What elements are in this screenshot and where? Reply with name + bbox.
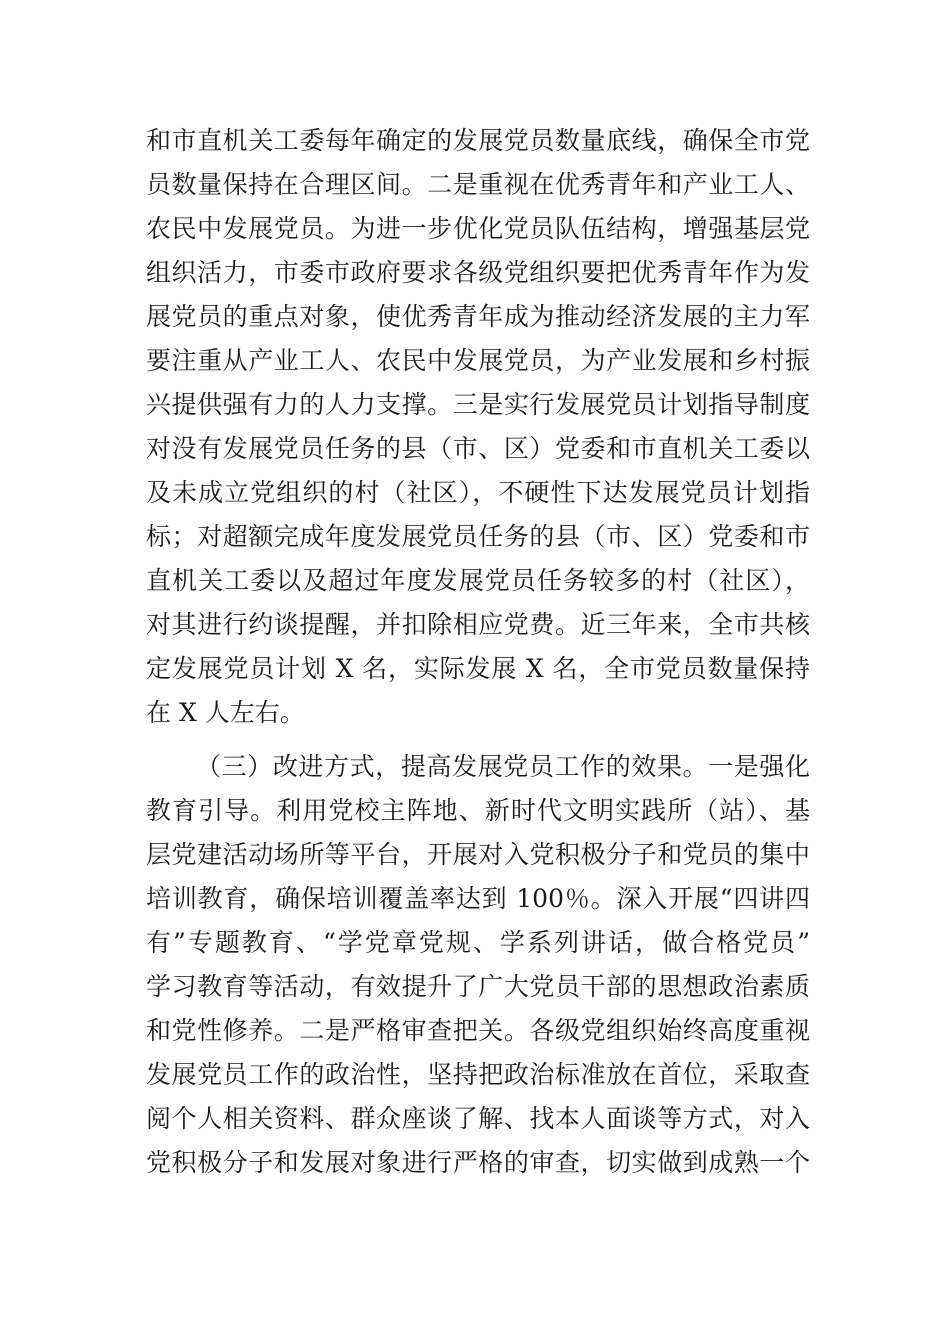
section-heading-line: （三）改进方式，提高发展党员工作的效果。一是强化	[196, 752, 810, 781]
text-line: 对没有发展党员任务的县（市、区）党委和市直机关工委以	[146, 434, 810, 463]
text-line: 直机关工委以及超过年度发展党员任务较多的村（社区），	[146, 566, 810, 595]
text-line: 在 X 人左右。	[146, 698, 305, 727]
text-line: 发展党员工作的政治性，坚持把政治标准放在首位，采取查	[146, 1060, 810, 1089]
text-line: 定发展党员计划 X 名，实际发展 X 名，全市党员数量保持	[146, 654, 810, 683]
text-line: 有”专题教育、“学党章党规、学系列讲话，做合格党员”	[146, 928, 810, 957]
text-line: 农民中发展党员。为进一步优化党员队伍结构，增强基层党	[146, 214, 810, 243]
text-line: 要注重从产业工人、农民中发展党员，为产业发展和乡村振	[146, 346, 810, 375]
text-line: 和党性修养。二是严格审查把关。各级党组织始终高度重视	[146, 1016, 810, 1045]
text-line: 学习教育等活动，有效提升了广大党员干部的思想政治素质	[146, 972, 810, 1001]
text-line: 培训教育，确保培训覆盖率达到 100％。深入开展“四讲四	[146, 884, 810, 913]
text-line: 党积极分子和发展对象进行严格的审查，切实做到成熟一个	[146, 1148, 810, 1177]
text-line: 对其进行约谈提醒，并扣除相应党费。近三年来，全市共核	[146, 610, 810, 639]
text-line: 组织活力，市委市政府要求各级党组织要把优秀青年作为发	[146, 258, 810, 287]
text-line: 展党员的重点对象，使优秀青年成为推动经济发展的主力军	[146, 302, 810, 331]
text-line: 层党建活动场所等平台，开展对入党积极分子和党员的集中	[146, 840, 810, 869]
text-line: 员数量保持在合理区间。二是重视在优秀青年和产业工人、	[146, 170, 810, 199]
text-line: 及未成立党组织的村（社区），不硬性下达发展党员计划指	[146, 478, 810, 507]
text-line: 标；对超额完成年度发展党员任务的县（市、区）党委和市	[146, 522, 810, 551]
text-line: 阅个人相关资料、群众座谈了解、找本人面谈等方式，对入	[146, 1104, 810, 1133]
text-line: 和市直机关工委每年确定的发展党员数量底线，确保全市党	[146, 126, 810, 155]
text-line: 教育引导。利用党校主阵地、新时代文明实践所（站）、基	[146, 796, 810, 825]
text-line: 兴提供强有力的人力支撑。三是实行发展党员计划指导制度	[146, 390, 810, 419]
